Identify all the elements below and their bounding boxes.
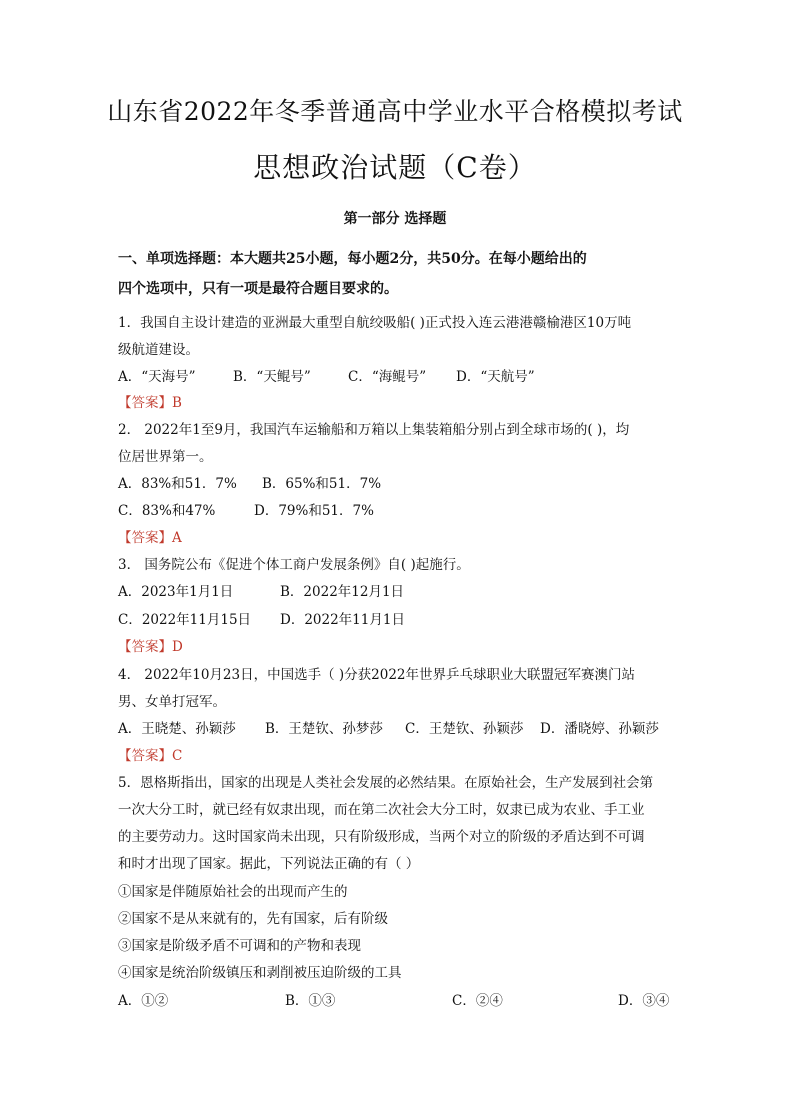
question-2-answer: 【答案】A	[118, 530, 182, 546]
instruction-line-1: 一、单项选择题：本大题共25小题，每小题2分，共50分。在每小题给出的	[118, 251, 587, 267]
question-2-option-b: B．65%和51．7%	[262, 476, 382, 492]
question-4-stem-line-1: 4． 2022年10月23日，中国选手（ )分获2022年世界乒乓球职业大联盟冠军赛澳门站	[118, 667, 636, 683]
question-5-stem-line-4: 和时才出现了国家。据此，下列说法正确的有（ ）	[118, 856, 420, 872]
question-2-option-c: C．83%和47%	[118, 503, 216, 519]
question-5-option-a: A．①②	[118, 993, 169, 1009]
question-5-option-d: D．③④	[618, 993, 670, 1009]
question-1-option-c: C．“海鲲号”	[348, 369, 427, 385]
question-5-option-b: B．①③	[285, 993, 336, 1009]
question-2-stem-line-1: 2． 2022年1至9月，我国汽车运输船和万箱以上集装箱船分别占到全球市场的( )，均	[118, 422, 630, 438]
question-5-item-3: ③国家是阶级矛盾不可调和的产物和表现	[118, 938, 361, 954]
question-5-item-2: ②国家不是从来就有的，先有国家，后有阶级	[118, 911, 388, 927]
question-5-stem-line-2: 一次大分工时，就已经有奴隶出现，而在第二次社会大分工时，奴隶已成为农业、手工业	[118, 802, 645, 818]
question-3-option-a: A．2023年1月1日	[118, 584, 234, 600]
instruction-line-2: 四个选项中，只有一项是最符合题目要求的。	[118, 281, 398, 297]
question-1-stem-line-2: 级航道建设。	[118, 342, 199, 358]
question-5-option-c: C．②④	[452, 993, 503, 1009]
question-1-option-a: A．“天海号”	[118, 369, 196, 385]
question-3-answer: 【答案】D	[118, 639, 183, 655]
question-4-option-b: B．王楚钦、孙梦莎	[265, 721, 383, 737]
question-4-stem-line-2: 男、女单打冠军。	[118, 694, 226, 710]
question-4-option-d: D．潘晓婷、孙颖莎	[540, 721, 659, 737]
question-3-option-b: B．2022年12月1日	[280, 584, 405, 600]
question-2-option-d: D．79%和51．7%	[254, 503, 374, 519]
question-3-option-d: D．2022年11月1日	[280, 612, 405, 628]
question-5-item-1: ①国家是伴随原始社会的出现而产生的	[118, 884, 348, 900]
question-3-stem-line-1: 3． 国务院公布《促进个体工商户发展条例》自( )起施行。	[118, 557, 470, 573]
question-1-answer: 【答案】B	[118, 395, 182, 411]
question-4-option-c: C．王楚钦、孙颖莎	[405, 721, 524, 737]
question-3-option-c: C．2022年11月15日	[118, 612, 252, 628]
section-heading: 第一部分 选择题	[343, 211, 447, 227]
exam-title: 山东省2022年冬季普通高中学业水平合格模拟考试	[107, 97, 683, 126]
question-5-item-4: ④国家是统治阶级镇压和剥削被压迫阶级的工具	[118, 965, 402, 981]
question-2-stem-line-2: 位居世界第一。	[118, 449, 213, 465]
question-5-stem-line-1: 5．恩格斯指出，国家的出现是人类社会发展的必然结果。在原始社会，生产发展到社会第	[118, 775, 654, 791]
question-2-option-a: A．83%和51．7%	[118, 476, 237, 492]
exam-subtitle: 思想政治试题（C卷）	[253, 151, 537, 184]
question-1-option-b: B．“天鲲号”	[233, 369, 311, 385]
question-4-answer: 【答案】C	[118, 748, 183, 764]
question-5-stem-line-3: 的主要劳动力。这时国家尚未出现，只有阶级形成，当两个对立的阶级的矛盾达到不可调	[118, 829, 645, 845]
question-1-option-d: D．“天航号”	[456, 369, 535, 385]
question-4-option-a: A．王晓楚、孙颖莎	[118, 721, 236, 737]
question-1-stem-line-1: 1．我国自主设计建造的亚洲最大重型自航绞吸船( )正式投入连云港港赣榆港区10万吨	[118, 315, 632, 331]
